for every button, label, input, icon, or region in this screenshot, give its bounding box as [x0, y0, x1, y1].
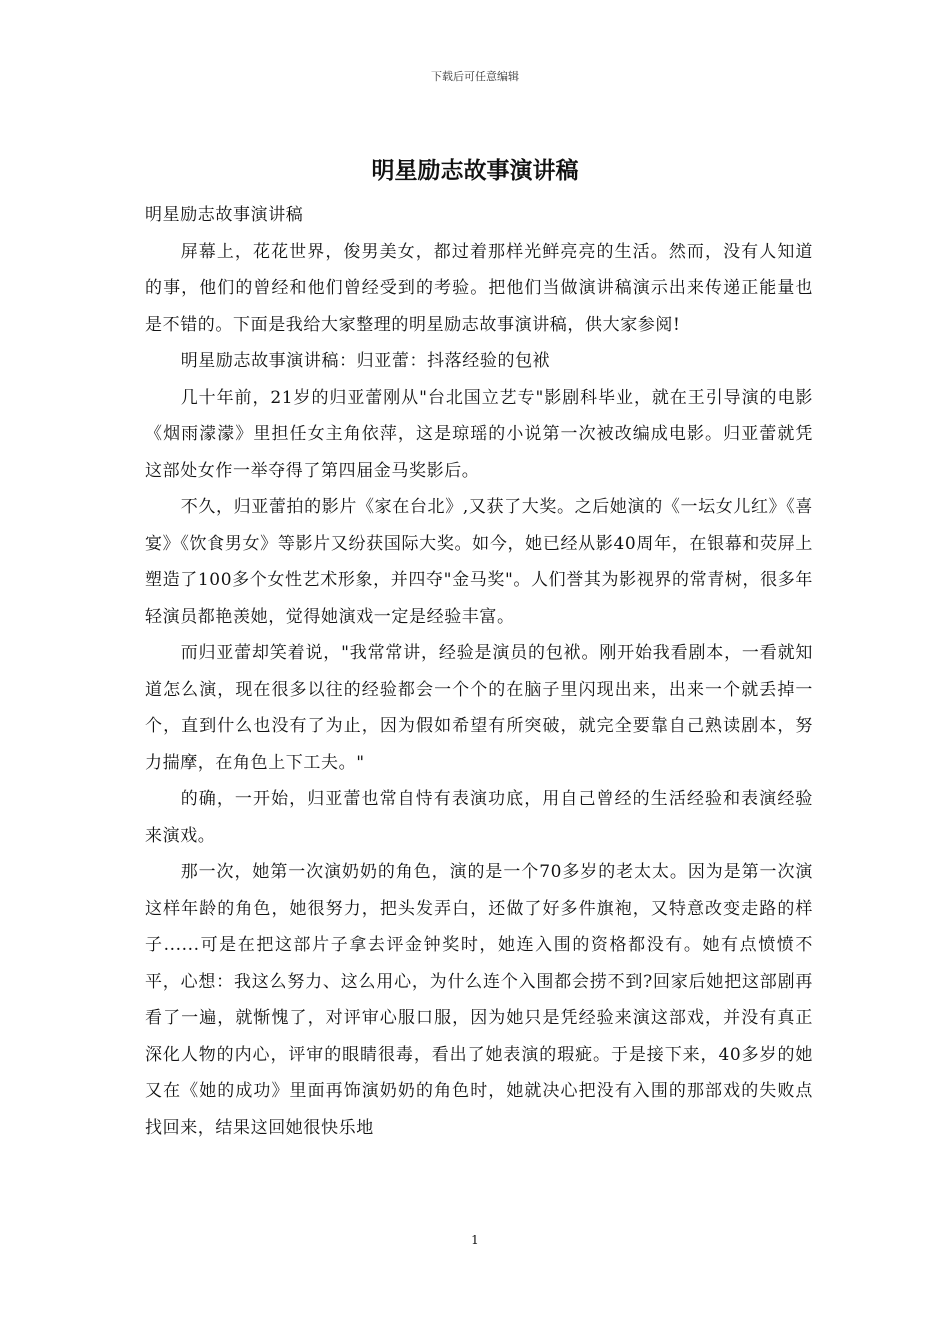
body-paragraph: 屏幕上，花花世界，俊男美女，都过着那样光鲜亮亮的生活。然而，没有人知道的事，他们的曾经和他们曾经受到的考验。把他们当做演讲稿演示出来传递正能量也是不错的。下面是我给大家整理的明星励志故事演讲稿，供大家参阅!	[145, 241, 813, 335]
body-paragraph: 而归亚蕾却笑着说，"我常常讲，经验是演员的包袱。刚开始我看剧本，一看就知道怎么演，现在很多以往的经验都会一个个的在脑子里闪现出来，出来一个就丢掉一个，直到什么也没有了为止，因为假如希望有所突破，就完全要靠自己熟读剧本，努力揣摩，在角色上下工夫。"	[145, 643, 813, 773]
subtitle-paragraph: 明星励志故事演讲稿	[145, 205, 304, 225]
body-paragraph: 那一次，她第一次演奶奶的角色，演的是一个70多岁的老太太。因为是第一次演这样年龄的角色，她很努力，把头发弄白，还做了好多件旗袍，又特意改变走路的样子......可是在把这部片子拿去评金钟奖时，她连入围的资格都没有。她有点愤愤不平，心想：我这么努力、这么用心，为什么连个入围都会捞不到?回家后她把这部剧再看了一遍，就惭愧了，对评审心服口服，因为她只是凭经验来演这部戏，并没有真正深化人物的内心，评审的眼睛很毒，看出了她表演的瑕疵。于是接下来，40多岁的她又在《她的成功》里面再饰演奶奶的角色时，她就决心把没有入围的那部戏的失败点找回来，结果这回她很快乐地	[145, 862, 813, 1138]
document-body	[145, 197, 813, 1146]
body-paragraph: 不久，归亚蕾拍的影片《家在台北》,又获了大奖。之后她演的《一坛女儿红》《喜宴》《饮食男女》等影片又纷获国际大奖。如今，她已经从影40周年，在银幕和荧屏上塑造了100多个女性艺术形象，并四夺"金马奖"。人们誉其为影视界的常青树，很多年轻演员都艳羡她，觉得她演戏一定是经验丰富。	[145, 497, 813, 627]
page-number: 1	[471, 1233, 479, 1247]
section-heading-paragraph: 明星励志故事演讲稿：归亚蕾：抖落经验的包袱	[180, 351, 551, 371]
body-paragraph: 几十年前，21岁的归亚蕾刚从"台北国立艺专"影剧科毕业，就在王引导演的电影《烟雨濛濛》里担任女主角依萍，这是琼瑶的小说第一次被改编成电影。归亚蕾就凭这部处女作一举夺得了第四届金马奖影后。	[145, 387, 813, 481]
body-paragraph: 的确，一开始，归亚蕾也常自恃有表演功底，用自己曾经的生活经验和表演经验来演戏。	[145, 789, 813, 846]
header-note: 下载后可任意编辑	[431, 70, 519, 83]
document-title: 明星励志故事演讲稿	[371, 157, 579, 184]
